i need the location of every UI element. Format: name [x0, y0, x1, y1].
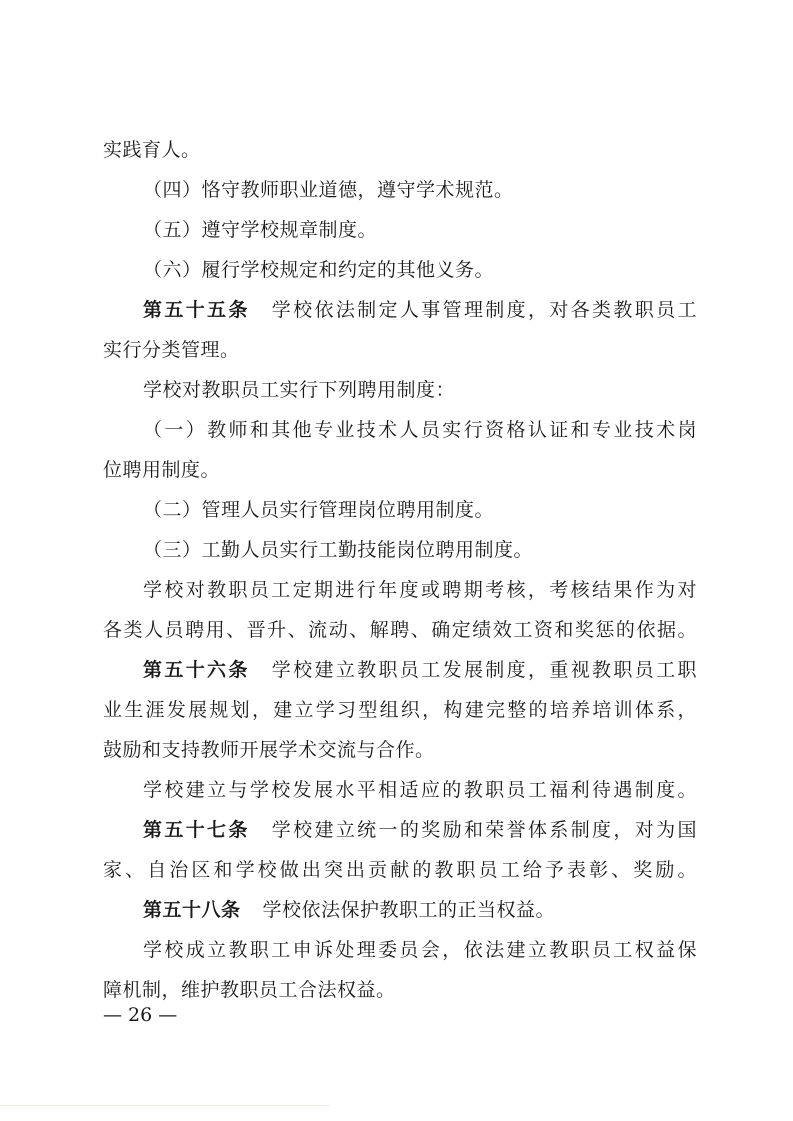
- text-line: 家、自治区和学校做出突出贡献的教职员工给予表彰、奖励。: [103, 859, 697, 881]
- text-line: 学校对教职员工实行下列聘用制度：: [143, 379, 456, 401]
- article-55-text: 学校依法制定人事管理制度，对各类教职员工: [271, 299, 697, 321]
- article-57-line: [103, 810, 697, 850]
- text-line: 学校成立教职工申诉处理委员会，依法建立教职员工权益保: [143, 939, 697, 961]
- text-line: 各类人员聘用、晋升、流动、解聘、确定绩效工资和奖惩的依据。: [103, 619, 697, 641]
- article-58-text: 学校依法保护教职工的正当权益。: [262, 899, 556, 921]
- text-line: （三）工勤人员实行工勤技能岗位聘用制度。: [143, 539, 534, 561]
- text-line: （一）教师和其他专业技术人员实行资格认证和专业技术岗: [143, 419, 697, 441]
- text-line: 业生涯发展规划，建立学习型组织，构建完整的培养培训体系，: [103, 699, 697, 721]
- scan-edge-line: [0, 1105, 330, 1106]
- article-55-heading: 第五十五条: [143, 299, 250, 321]
- article-58-line: [103, 890, 697, 930]
- text-line: 障机制，维护教职员工合法权益。: [103, 979, 396, 1001]
- text-line: 鼓励和支持教师开展学术交流与合作。: [103, 739, 435, 761]
- article-55-line: [103, 290, 697, 330]
- text-line: 实行分类管理。: [103, 339, 240, 361]
- text-line: （六）履行学校规定和约定的其他义务。: [143, 259, 495, 281]
- article-56-heading: 第五十六条: [143, 659, 250, 681]
- article-56-text: 学校建立教职员工发展制度，重视教职员工职: [271, 659, 697, 681]
- article-57-text: 学校建立统一的奖励和荣誉体系制度，对为国: [271, 819, 697, 841]
- text-line: （二）管理人员实行管理岗位聘用制度。: [143, 499, 495, 521]
- text-line: 位聘用制度。: [103, 459, 221, 481]
- article-58-heading: 第五十八条: [143, 899, 241, 921]
- article-57-heading: 第五十七条: [143, 819, 250, 841]
- text-line: 实践育人。: [103, 139, 201, 161]
- document-body: [103, 130, 697, 1010]
- page-number: — 26 —: [103, 1004, 178, 1026]
- text-line: 学校建立与学校发展水平相适应的教职员工福利待遇制度。: [143, 779, 697, 801]
- text-line: 学校对教职员工定期进行年度或聘期考核，考核结果作为对: [143, 579, 697, 601]
- text-line: （五）遵守学校规章制度。: [143, 219, 378, 241]
- article-56-line: [103, 650, 697, 690]
- text-line: （四）恪守教师职业道德，遵守学术规范。: [143, 179, 514, 201]
